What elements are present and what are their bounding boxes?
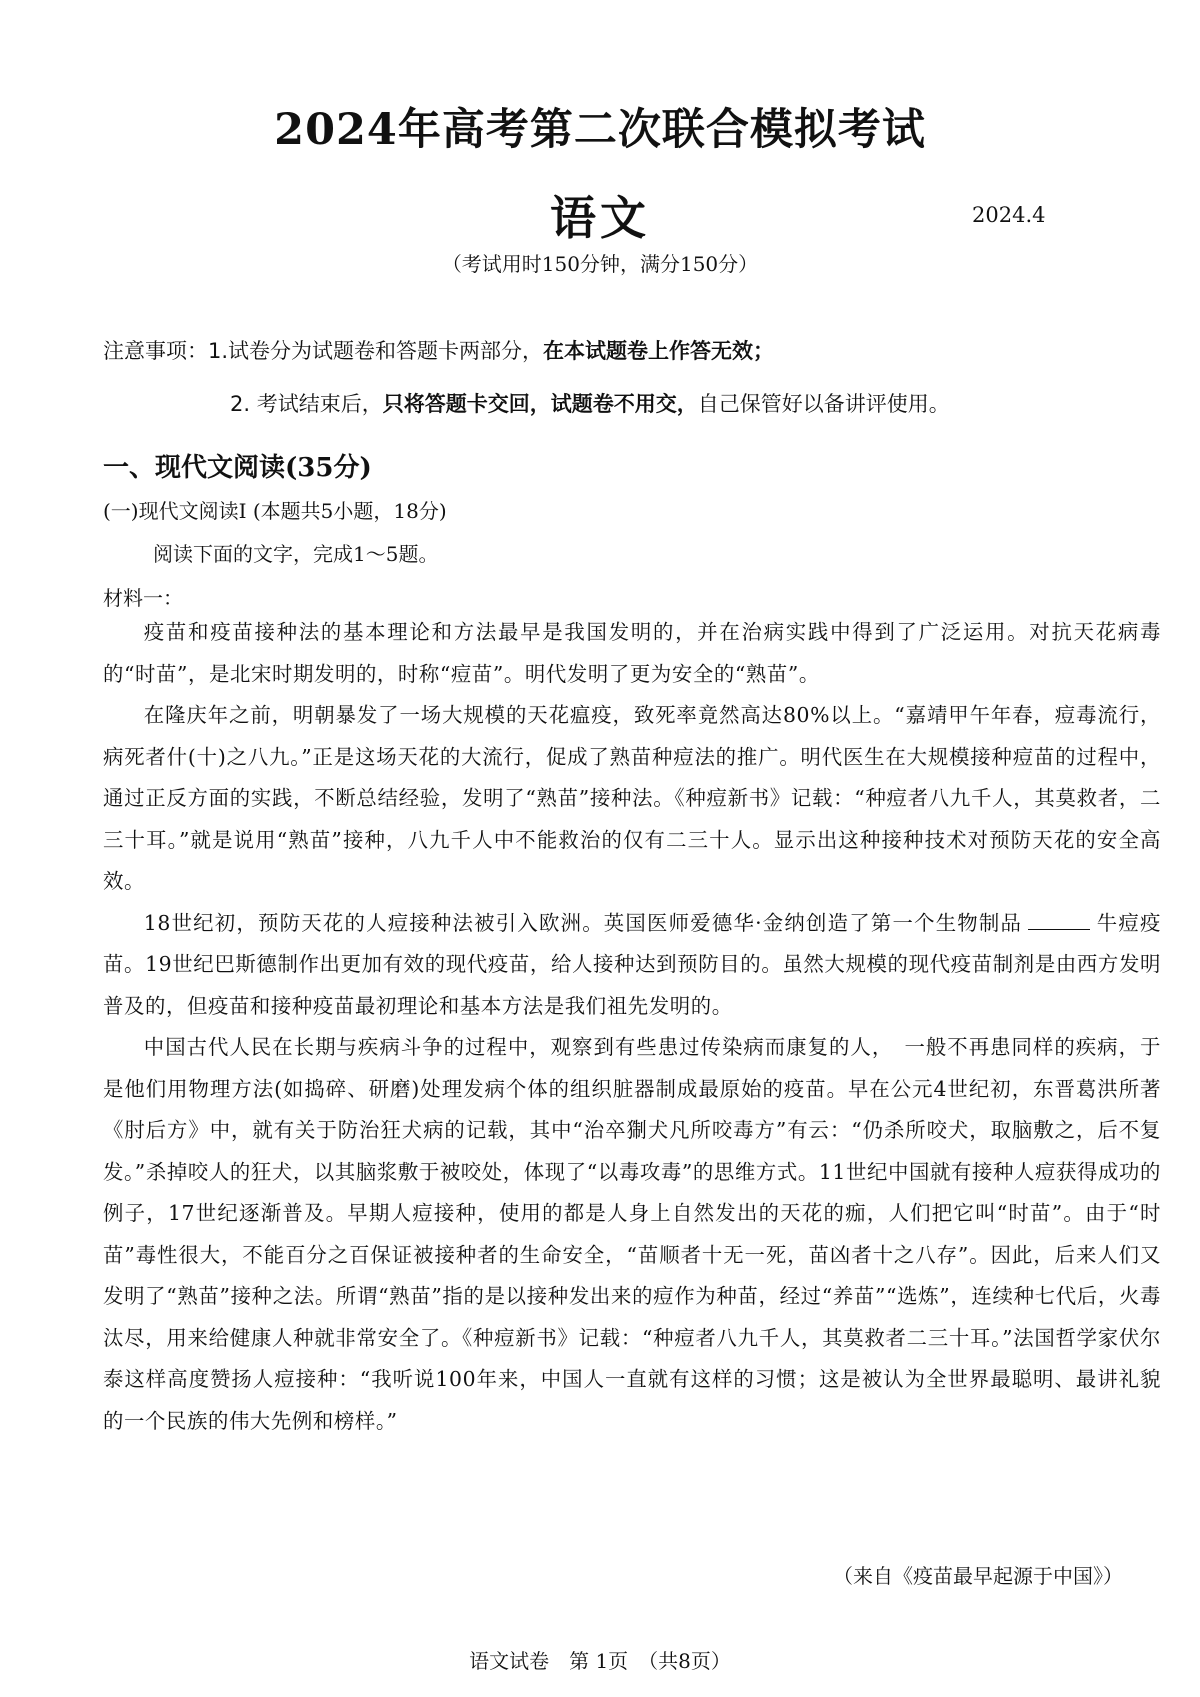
fill-in-blank (1028, 928, 1090, 930)
notice-item-2-text-a: 2. 考试结束后， (230, 392, 383, 416)
notice-item-2-text-b: 自己保管好以备讲评使用。 (697, 392, 950, 416)
subject-title: 语文 (550, 191, 650, 245)
notice-item-1-text: 1.试卷分为试题卷和答题卡两部分， (208, 339, 544, 363)
paragraph-1: 疫苗和疫苗接种法的基本理论和方法最早是我国发明的，并在治病实践中得到了广泛运用。对抗天花病毒的“时苗”，是北宋时期发明的，时称“痘苗”。明代发明了更为安全的“熟苗”。 (103, 620, 1161, 686)
notice-item-2 (230, 388, 950, 418)
paragraph-3-part-b: 牛痘疫苗。19世纪巴斯德制作出更加有效的现代疫苗，给人接种达到预防目的。虽然大规模的现代疫苗制剂是由西方发明普及的，但疫苗和接种疫苗最初理论和基本方法是我们祖先发明的。 (103, 910, 1161, 1018)
notice-item-1-bold: 在本试题卷上作答无效； (543, 339, 775, 363)
section-heading: 一、现代文阅读(35分) (103, 453, 372, 483)
paragraph-2: 在隆庆年之前，明朝暴发了一场大规模的天花瘟疫，致死率竟然高达80%以上。“嘉靖甲午年春，痘毒流行，病死者什(十)之八九。”正是这场天花的大流行，促成了熟苗种痘法的推广。明代医生在大规模接种痘苗的过程中，通过正反方面的实践，不断总结经验，发明了“熟苗”接种法。《种痘新书》记载：“种痘者八九千人，其莫救者，二三十耳。”就是说用“熟苗”接种，八九千人中不能救治的仅有二三十人。显示出这种接种技术对预防天花的安全高效。 (103, 703, 1161, 893)
paragraph-3-part-a: 18世纪初，预防天花的人痘接种法被引入欧洲。英国医师爱德华·金纳创造了第一个生物制品 (143, 910, 1023, 935)
notice-item-2-bold: 只将答题卡交回，试题卷不用交， (382, 392, 698, 416)
exam-title: 2024年高考第二次联合模拟考试 (274, 105, 926, 155)
notice-label: 注意事项： (103, 339, 208, 363)
material-body (103, 612, 1161, 1442)
reading-instruction: 阅读下面的文字，完成1～5题。 (153, 542, 439, 566)
source-citation: （来自《疫苗最早起源于中国》） (833, 1564, 1123, 1588)
section-subheading: (一)现代文阅读I (本题共5小题，18分) (103, 499, 447, 523)
page-footer: 语文试卷 第 1页 （共8页） (469, 1649, 731, 1673)
time-note: （考试用时150分钟，满分150分） (441, 252, 759, 276)
exam-date: 2024.4 (972, 203, 1046, 227)
paragraph-4: 中国古代人民在长期与疾病斗争的过程中，观察到有些患过传染病而康复的人， 一般不再患同样的疾病，于是他们用物理方法(如捣碎、研磨)处理发病个体的组织脏器制成最原始的疫苗。早在公元4世纪初，东晋葛洪所著《肘后方》中，就有关于防治狂犬病的记载，其中“治卒猘犬凡所咬毒方”有云：“仍杀所咬犬，取脑敷之，后不复发。”杀掉咬人的狂犬，以其脑浆敷于被咬处，体现了“以毒攻毒”的思维方式。11世纪中国就有接种人痘获得成功的例子，17世纪逐渐普及。早期人痘接种，使用的都是人身上自然发出的天花的痂，人们把它叫“时苗”。由于“时苗”毒性很大，不能百分之百保证被接种者的生命安全，“苗顺者十无一死，苗凶者十之八存”。因此，后来人们又发明了“熟苗”接种之法。所谓“熟苗”指的是以接种发出来的痘作为种苗，经过“养苗”“选炼”，连续种七代后，火毒汰尽，用来给健康人种就非常安全了。《种痘新书》记载：“种痘者八九千人，其莫救者二三十耳。”法国哲学家伏尔泰这样高度赞扬人痘接种：“我听说100年来，中国人一直就有这样的习惯；这是被认为全世界最聪明、最讲礼貌的一个民族的伟大先例和榜样。” (103, 1035, 1161, 1433)
paragraph-3 (103, 903, 1161, 1028)
notice-item-1 (103, 335, 774, 365)
material-label: 材料一： (103, 586, 183, 610)
